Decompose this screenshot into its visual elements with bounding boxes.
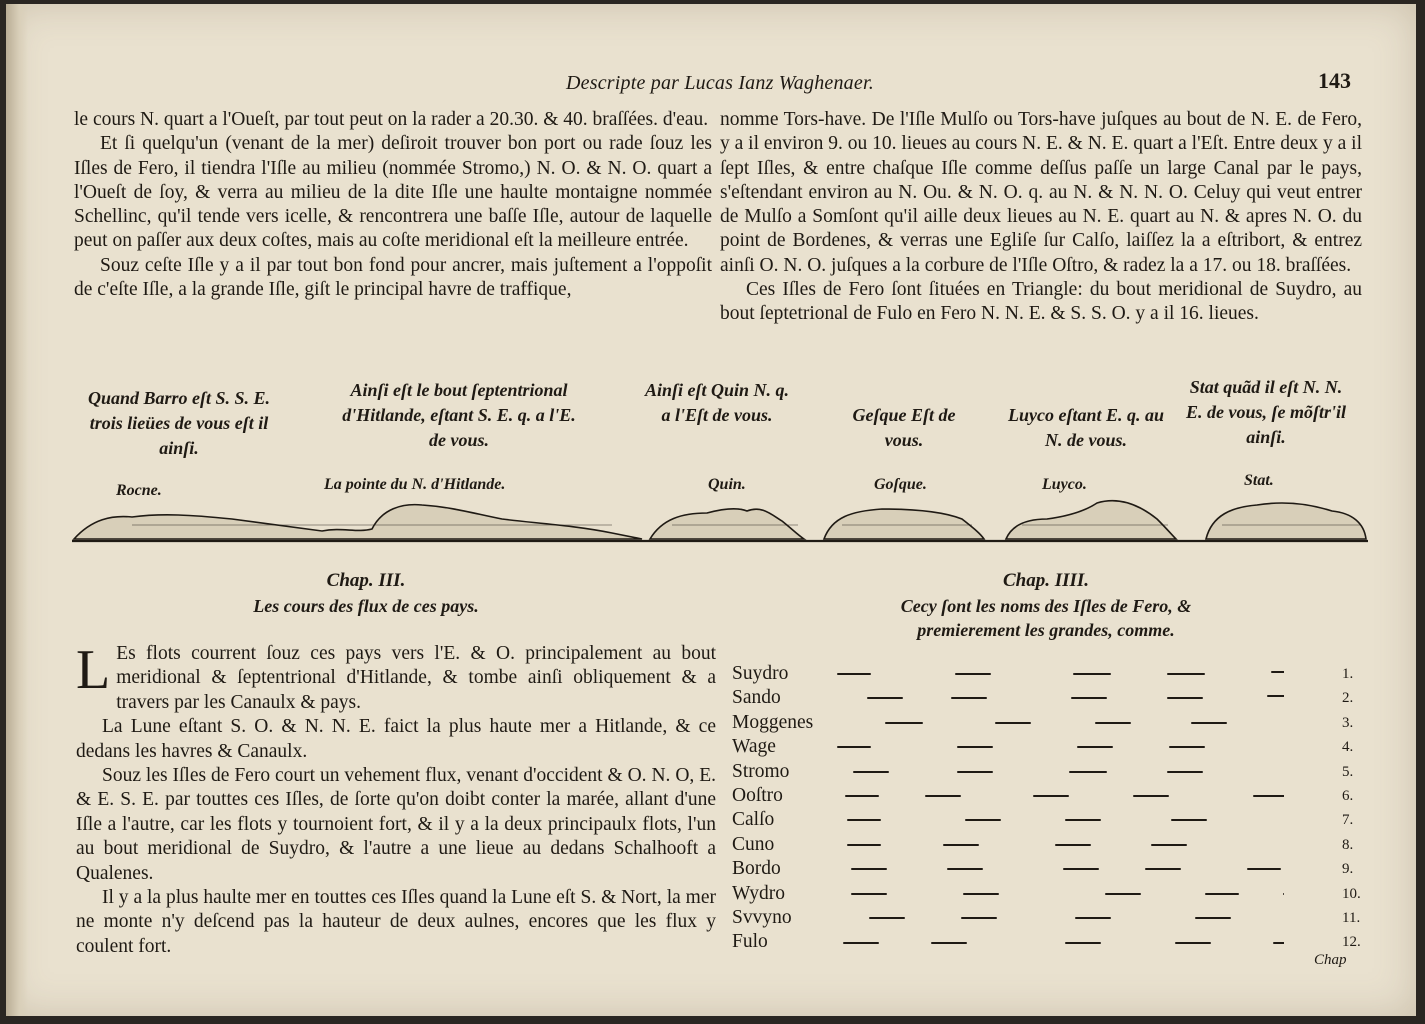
peak-label-stat: Stat. — [1244, 472, 1274, 489]
page-gutter — [6, 4, 28, 1016]
coast-caption-stat: Stat quãd il eſt N. N. E. de vous, ſe mõſtr'il ainſi. — [1186, 377, 1346, 447]
row-number: 6. — [1342, 787, 1354, 804]
island-name: Suydro — [732, 663, 789, 684]
island-name: Calſo — [732, 809, 775, 831]
paragraph: Souz ceſte Iſle y a il par tout bon fond pour ancrer, mais juſtement a l'oppoſit de c'eſte Iſle, a la grande Iſle, giſt le principal havre de traffique, — [74, 254, 712, 301]
peak-label-hitlande: La pointe du N. d'Hitlande. — [324, 476, 506, 493]
row-number: 1. — [1342, 666, 1354, 682]
island-number-list — [1342, 662, 1361, 955]
page-number: 143 — [1318, 68, 1351, 93]
row-number: 10. — [1342, 885, 1361, 902]
coastal-profile-illustration — [72, 489, 1368, 551]
island-dash-table — [834, 662, 1284, 955]
island-name-list — [732, 662, 813, 955]
coast-silhouette-stat — [1206, 503, 1366, 539]
coast-caption-hitlande: Ainſi eſt le bout ſeptentrional d'Hitlande, eſtant S. E. q. a l'E. de vous. — [342, 380, 576, 450]
running-head: Descripte par Lucas Ianz Waghenaer. — [566, 72, 874, 94]
chapter-4-title: Chap. IIII. — [1002, 570, 1090, 591]
peak-label-quin: Quin. — [708, 476, 746, 493]
coast-silhouette-hitlande — [74, 505, 642, 539]
peak-label-gosque: Goſque. — [874, 476, 927, 493]
chapter-3-body — [76, 639, 716, 959]
left-column — [74, 108, 712, 302]
drop-cap: L — [76, 639, 111, 701]
row-number: 2. — [1342, 690, 1354, 707]
row-number: 12. — [1342, 934, 1361, 951]
coast-silhouette-luyco — [1006, 501, 1176, 539]
island-name: Bordo — [732, 858, 781, 880]
coast-caption-barro: Quand Barro eſt S. S. E. trois lieües de vous eſt il ainſi. — [87, 388, 271, 458]
paragraph: nomme Tors-have. De l'Iſle Mulſo ou Tors-have juſques au bout de N. E. de Fero, y a il environ 9. ou 10. lieues au cours N. E. & N. E. quart a l'Eſt. Entre deux y a il ſept Iſles, & entre chaſque Iſle comme deſſus paſſe un large Canal par le pays, s'eſtendant environ au N. Ou. & N. O. q. au N. & N. N. O. Celuy qui veut entrer de Mulſo a Somſont qu'il aille deux lieues au N. E. quart au N. & apres N. O. du point de Bordenes, & verras une Egliſe ſur Calſo, laiſſez la a eſtribort, & entrez ainſi O. N. O. juſques a la corbure de l'Iſle Oſtro, & radez la a 17. ou 18. braſſées. — [720, 109, 1362, 276]
island-name: Sando — [732, 687, 781, 709]
peak-label-rocne: Rocne. — [116, 482, 162, 499]
row-number: 7. — [1342, 812, 1354, 829]
chapter-3-title: Chap. III. — [326, 570, 406, 591]
island-name: Svvyno — [732, 906, 792, 928]
paragraph: Es flots courrent ſouz ces pays vers l'E. & O. principalement au bout meridional & ſeptentrional d'Hitlande, & tombe ainſi obliquement & a travers par les Canaulx & pays. — [116, 643, 716, 713]
coast-silhouette-gosque — [824, 509, 984, 539]
paragraph: La Lune eſtant S. O. & N. N. E. faict la plus haute mer a Hitlande, & ce dedans les havres & Canaulx. — [76, 716, 716, 762]
island-name: Ooſtro — [732, 784, 783, 806]
paragraph: Et ſi quelqu'un (venant de la mer) deſiroit trouver bon port ou rade ſouz les Iſles de Fero, il tiendra l'Iſle au milieu (nommée Stromo,) N. O. & N. O. quart a l'Oueſt de ſoy, & verra au milieu de la dite Iſle une haulte montaigne nommée Schellinc, qu'il tende vers icelle, & rencontrera une baſſe Iſle, autour de laquelle peut on paſſer aux deux coſtes, mais au coſte meridional eſt la meilleure entrée. — [74, 133, 712, 252]
coast-caption-luyco: Luyco eſtant E. q. au N. de vous. — [1008, 405, 1164, 450]
row-number: 11. — [1342, 909, 1361, 926]
island-name: Stromo — [732, 760, 790, 782]
catchword: Chap — [1314, 952, 1347, 968]
row-number: 8. — [1342, 836, 1354, 853]
island-name: Fulo — [732, 931, 768, 953]
peak-label-luyco: Luyco. — [1042, 476, 1087, 493]
chapter-3-subtitle: Les cours des flux de ces pays. — [253, 596, 479, 616]
row-number: 5. — [1342, 763, 1354, 780]
island-name: Wage — [732, 736, 776, 758]
coast-caption-quin: Ainſi eſt Quin N. q. a l'Eſt de vous. — [644, 380, 790, 425]
row-number: 3. — [1342, 714, 1354, 731]
chapter-4-subtitle: Cecy ſont les noms des Iſles de Fero, & premierement les grandes, comme. — [900, 596, 1192, 640]
book-page — [6, 4, 1416, 1016]
paragraph: Souz les Iſles de Fero court un vehement flux, venant d'occident & O. N. O, E. & E. S. E. par touttes ces Iſles, de ſorte qu'on doibt conter la marée, allant d'une Iſle a l'autre, car les flots y tournoient fort, & il y a la deux principaulx flots, l'un au bout meridional de Suydro, & l'autre a une lieue au dedans Schalhooft a Qualenes. — [76, 765, 716, 884]
row-number: 9. — [1342, 861, 1354, 878]
island-name: Cuno — [732, 833, 775, 855]
paragraph: Ces Iſles de Fero ſont ſituées en Triangle: du bout meridional de Suydro, au bout ſeptetrional de Fulo en Fero N. N. E. & S. S. O. y a il 16. lieues. — [720, 279, 1362, 325]
island-name: Wydro — [732, 882, 785, 904]
paragraph: le cours N. quart a l'Oueſt, par tout peut on la rader a 20.30. & 40. braſſées. d'eau. — [74, 109, 709, 130]
row-number: 4. — [1342, 739, 1354, 756]
paragraph: Il y a la plus haulte mer en touttes ces Iſles quand la Lune eſt S. & Nort, la mer ne monte n'y deſcend pas la hauteur de deux aulnes, encores que les flux y coulent fort. — [76, 887, 716, 957]
right-column — [720, 108, 1362, 327]
island-name: Moggenes — [732, 711, 814, 733]
coast-caption-gesque: Geſque Eſt de vous. — [852, 405, 956, 450]
coast-silhouette-quin — [650, 509, 804, 539]
